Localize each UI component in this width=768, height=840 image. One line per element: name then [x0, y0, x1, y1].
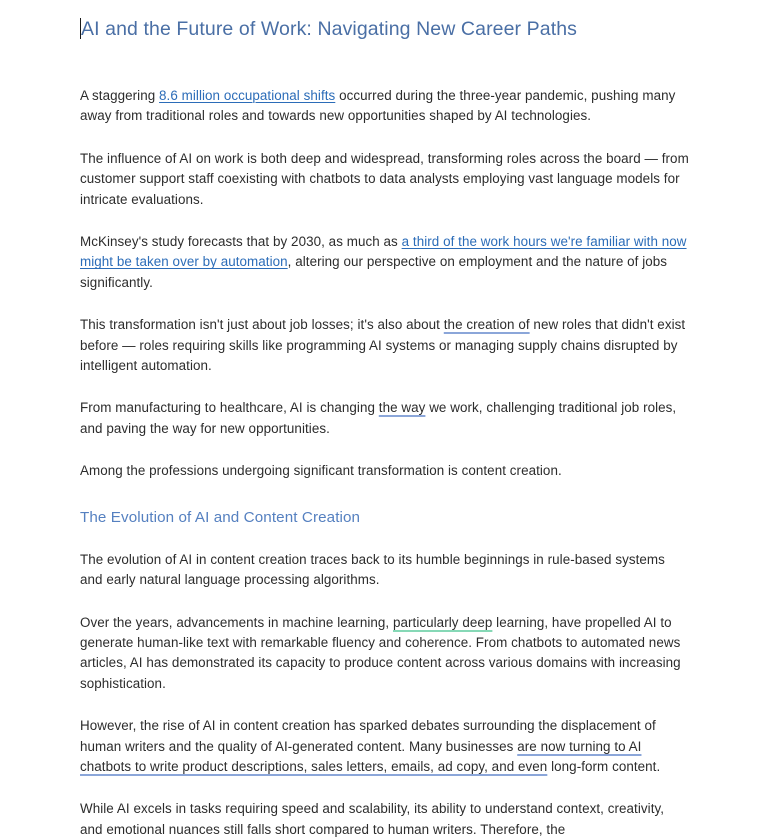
suggestion-mark-ai-chatbots-clause[interactable]: are now turning to AI chatbots to write product descriptions, sales letters, emails, ad copy, and even [80, 738, 642, 774]
suggestion-mark-the-way[interactable]: the way [378, 400, 426, 416]
section-heading-text: The Evolution of AI and Content Creation [80, 508, 361, 526]
paragraph-7[interactable] [80, 529, 690, 591]
paragraph-10-text: While AI excels in tasks requiring speed and scalability, its ability to understand context, creativity, and emotional nuances still falls short compared to human writers. Therefore, the [80, 801, 668, 837]
paragraph-1[interactable] [80, 42, 690, 127]
paragraph-3-text-before: McKinsey's study forecasts that by 2030, as much as [80, 234, 402, 250]
paragraph-1-text-before: A staggering [80, 88, 160, 103]
paragraph-8[interactable] [80, 591, 690, 695]
document-body[interactable] [80, 0, 693, 840]
document-title-text: AI and the Future of Work: Navigating New Career Paths [81, 18, 578, 40]
paragraph-9-text-before: However, the rise of AI in content creation has sparked debates surrounding the displacement of human writers and the quality of AI-generated content. Many businesses [80, 718, 660, 754]
paragraph-3[interactable] [80, 210, 690, 293]
paragraph-7-text: The evolution of AI in content creation traces back to its humble beginnings in rule-based systems and early natural language processing algorithms. [80, 551, 669, 588]
paragraph-1-text-after: occurred during the three-year pandemic, pushing many away from traditional roles and towards new opportunities shaped by AI technologies. [80, 88, 680, 124]
paragraph-5-text-before: From manufacturing to healthcare, AI is changing [80, 400, 379, 416]
paragraph-6[interactable] [80, 439, 690, 481]
hyperlink-third-of-work-hours[interactable]: a third of the work hours we're familiar with now might be taken over by automation [80, 234, 687, 270]
paragraph-9[interactable] [80, 694, 690, 777]
paragraph-9-text-after: long-form content. [547, 758, 661, 774]
paragraph-4-text-before: This transformation isn't just about job losses; it's also about [80, 317, 444, 333]
paragraph-2[interactable] [80, 127, 693, 210]
paragraph-5[interactable] [80, 376, 690, 439]
paragraph-8-text-before: Over the years, advancements in machine learning, [80, 614, 393, 630]
suggestion-mark-particularly-deep[interactable]: particularly deep [392, 614, 493, 630]
paragraph-4-text-after: new roles that didn't exist before — roles requiring skills like programming AI systems or managing supply chains disrupted by intelligent automation. [80, 317, 689, 374]
paragraph-5-text-after: we work, challenging traditional job roles, and paving the way for new opportunities. [80, 400, 681, 436]
paragraph-6-text: Among the professions undergoing significant transformation is content creation. [80, 463, 562, 479]
paragraph-4[interactable] [80, 293, 690, 376]
section-heading-evolution[interactable] [80, 482, 690, 529]
paragraph-3-text-after: , altering our perspective on employment and the nature of jobs significantly. [80, 254, 671, 290]
paragraph-10[interactable] [80, 777, 690, 840]
suggestion-mark-the-creation-of[interactable]: the creation of [443, 317, 530, 333]
paragraph-2-text: The influence of AI on work is both deep and widespread, transforming roles across the board — from customer support staff coexisting with chatbots to data analysts employing vast language models for intricate evaluations. [80, 150, 693, 207]
document-title[interactable] [80, 0, 690, 42]
hyperlink-occupational-shifts[interactable]: 8.6 million occupational shifts [159, 88, 336, 103]
paragraph-8-text-after: learning, have propelled AI to generate human-like text with remarkable fluency and coherence. From chatbots to automated news articles, AI has demonstrated its capacity to produce content across various domains with increasing sophistication. [80, 614, 685, 691]
